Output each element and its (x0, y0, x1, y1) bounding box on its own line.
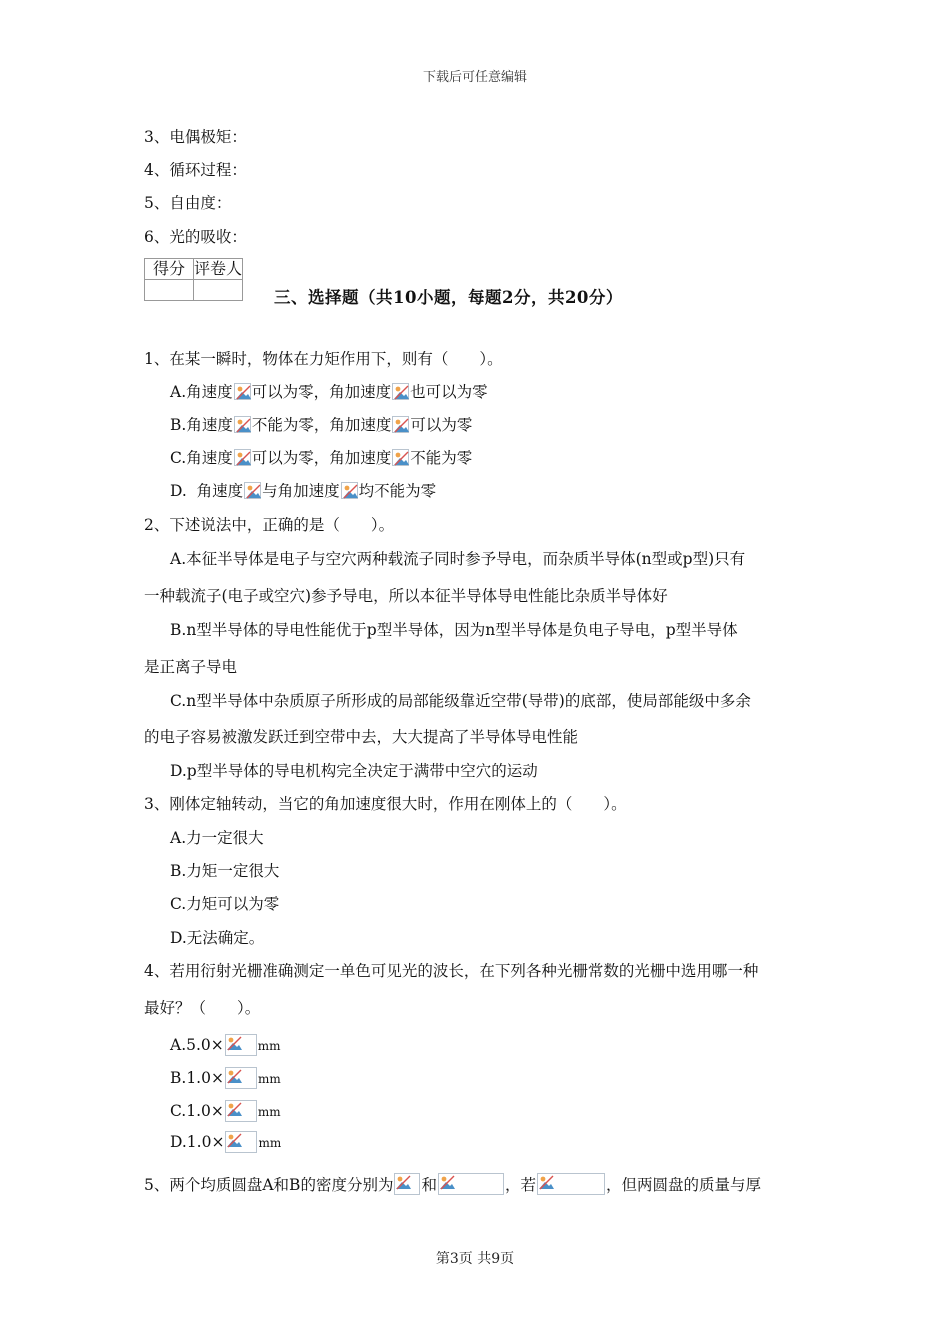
broken-image-glyph (395, 1174, 412, 1191)
page-header: 下载后可任意编辑 (422, 70, 527, 85)
broken-image-glyph (393, 450, 410, 467)
option-line: A.本征半导体是电子与空穴两种载流子同时参予导电，而杂质半导体(n型或p型)只有 (170, 550, 746, 568)
option-text: 也可以为零 (410, 383, 488, 401)
score-cell[interactable] (145, 280, 194, 301)
broken-image-glyph (439, 1174, 456, 1191)
broken-image-glyph (342, 483, 359, 500)
option-text: 可以为零 (410, 416, 473, 434)
option-line (170, 1131, 281, 1154)
image-placeholder-icon (438, 1173, 504, 1195)
option-line (170, 1100, 281, 1123)
image-placeholder-icon (234, 383, 251, 400)
broken-image-glyph (538, 1174, 555, 1191)
image-placeholder-icon (341, 482, 358, 499)
image-placeholder-icon (225, 1034, 257, 1056)
stem-text: ，但两圆盘的质量与厚 (605, 1176, 761, 1194)
broken-image-glyph (226, 1035, 243, 1052)
image-placeholder-icon (234, 449, 251, 466)
stem-text: ，若 (504, 1176, 536, 1194)
term-line: 3、电偶极矩： (144, 128, 247, 146)
question-stem: 最好？（ ）。 (144, 999, 261, 1017)
image-placeholder-icon (234, 416, 251, 433)
broken-image-glyph (393, 384, 410, 401)
broken-image-glyph (226, 1068, 243, 1085)
broken-image-glyph (235, 417, 252, 434)
broken-image-glyph (235, 450, 252, 467)
option-text: 均不能为零 (358, 482, 437, 500)
option-text: 可以为零，角加速度 (251, 449, 392, 467)
option-line: C.力矩可以为零 (170, 895, 280, 913)
image-placeholder-icon (392, 449, 409, 466)
stem-text: 5、两个均质圆盘A和B的密度分别为 (144, 1176, 394, 1194)
option-line: B.力矩一定很大 (170, 862, 280, 880)
option-line (170, 414, 472, 436)
option-line: 的电子容易被激发跃迁到空带中去，大大提高了半导体导电性能 (144, 728, 579, 746)
broken-image-glyph (226, 1132, 243, 1149)
option-text: D. 角速度 (170, 482, 244, 500)
image-placeholder-icon (537, 1173, 605, 1195)
question-stem (144, 1173, 761, 1196)
option-text: B.1.0× (170, 1069, 224, 1087)
unit-label: mm (257, 1039, 281, 1053)
section-title: 三、选择题（共10小题，每题2分，共20分） (274, 288, 623, 307)
option-line: A.力一定很大 (170, 829, 264, 847)
option-line (170, 447, 472, 469)
image-placeholder-icon (225, 1100, 257, 1122)
unit-label: mm (258, 1136, 282, 1150)
option-line: B.n型半导体的导电性能优于p型半导体，因为n型半导体是负电子导电，p型半导体 (170, 621, 738, 639)
option-line: D.无法确定。 (170, 929, 265, 947)
option-text: 可以为零，角加速度 (251, 383, 392, 401)
option-text: A.5.0× (170, 1036, 224, 1054)
image-placeholder-icon (392, 383, 409, 400)
option-line: 是正离子导电 (144, 658, 238, 676)
question-stem: 4、若用衍射光栅准确测定一单色可见光的波长，在下列各种光栅常数的光栅中选用哪一种 (144, 962, 759, 980)
term-line: 5、自由度： (144, 194, 232, 212)
stem-text: 和 (421, 1176, 437, 1194)
option-text: C.1.0× (170, 1102, 224, 1120)
option-text: C.角速度 (170, 449, 233, 467)
option-text: D.1.0× (170, 1133, 225, 1151)
image-placeholder-icon (392, 416, 409, 433)
option-line: C.n型半导体中杂质原子所形成的局部能级靠近空带(导带)的底部，使局部能级中多余 (170, 692, 751, 710)
unit-label: mm (257, 1105, 281, 1119)
image-placeholder-icon (225, 1131, 257, 1153)
option-line: 一种载流子(电子或空穴)参予导电，所以本征半导体导电性能比杂质半导体好 (144, 587, 668, 605)
unit-label: mm (257, 1072, 281, 1086)
term-line: 6、光的吸收： (144, 228, 247, 246)
question-stem: 1、在某一瞬时，物体在力矩作用下，则有（ ）。 (144, 350, 503, 368)
option-text: 不能为零 (410, 449, 473, 467)
image-placeholder-icon (225, 1067, 257, 1089)
question-stem: 2、下述说法中，正确的是（ ）。 (144, 516, 395, 534)
image-placeholder-icon (394, 1173, 420, 1195)
term-line: 4、循环过程： (144, 161, 247, 179)
grader-cell[interactable] (194, 280, 243, 301)
score-table (144, 258, 243, 301)
image-placeholder-icon (244, 482, 261, 499)
option-line (170, 480, 436, 502)
broken-image-glyph (245, 483, 262, 500)
broken-image-glyph (235, 384, 252, 401)
option-line: D.p型半导体的导电机构完全决定于满带中空穴的运动 (170, 762, 538, 780)
page-footer: 第3页 共9页 (435, 1251, 515, 1267)
option-line (170, 1034, 281, 1057)
option-line (170, 1067, 281, 1090)
broken-image-glyph (393, 417, 410, 434)
broken-image-glyph (226, 1101, 243, 1118)
option-text: 与角加速度 (262, 482, 340, 500)
grader-header-cell: 评卷人 (194, 259, 243, 278)
option-text: 不能为零，角加速度 (251, 416, 392, 434)
question-stem: 3、刚体定轴转动，当它的角加速度很大时，作用在刚体上的（ ）。 (144, 795, 627, 813)
option-text: A.角速度 (170, 383, 233, 401)
option-text: B.角速度 (170, 416, 233, 434)
score-header-cell: 得分 (145, 259, 194, 280)
option-line (170, 381, 488, 403)
